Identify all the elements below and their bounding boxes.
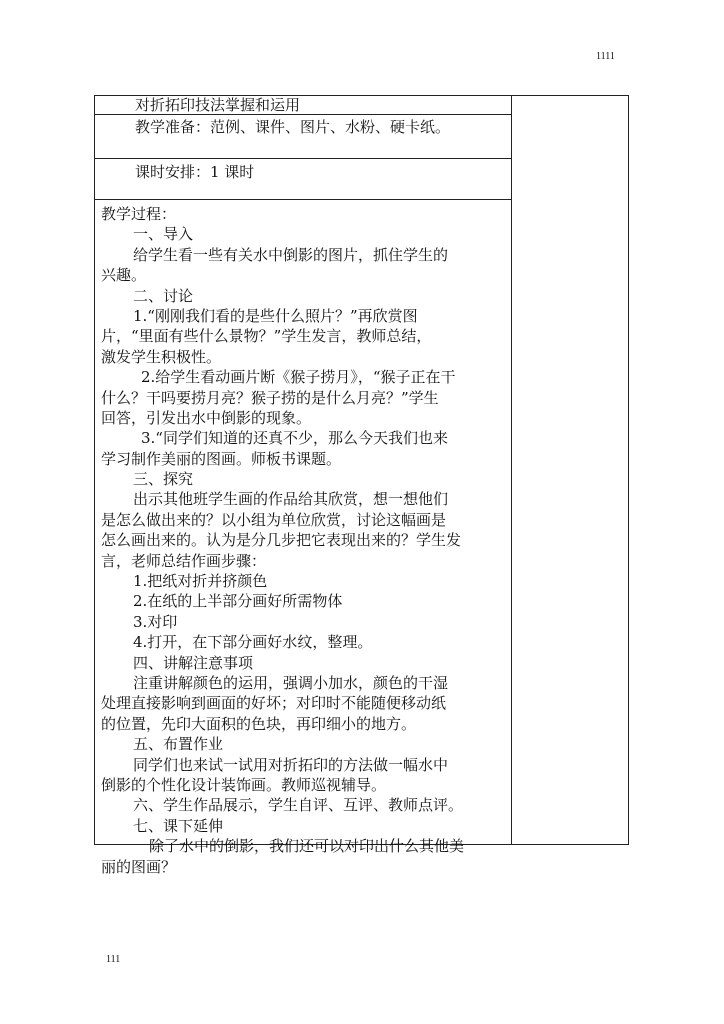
section-heading: 三、探究: [133, 470, 194, 489]
paragraph-line: 注重讲解颜色的运用，强调小加水，颜色的干湿: [133, 673, 449, 692]
paragraph-line: 的位置，先印大面积的色块，再印细小的地方。: [101, 714, 417, 733]
paragraph-line: 回答，引发出水中倒影的现象。: [101, 408, 312, 427]
step-item: 3.对印: [133, 612, 178, 631]
section-heading: 四、讲解注意事项: [133, 653, 254, 672]
paragraph-line: 2.给学生看动画片断《猴子捞月》，“猴子正在干: [141, 368, 456, 387]
section-heading: 七、课下延伸: [133, 816, 224, 835]
paragraph-line: 学习制作美丽的图画。师板书课题。: [101, 449, 342, 468]
section-heading: 五、布置作业: [133, 735, 224, 754]
row-divider: [95, 158, 511, 159]
paragraph-line: 什么？干吗要捞月亮？猴子捞的是什么月亮？”学生: [101, 388, 439, 407]
section-heading: 二、讨论: [133, 286, 194, 305]
step-item: 1.把纸对折并挤颜色: [133, 572, 268, 591]
teaching-process: [101, 204, 509, 877]
paragraph-line: 出示其他班学生画的作品给其欣赏，想一想他们: [133, 490, 449, 509]
paragraph-line: 丽的图画？: [101, 857, 177, 876]
paragraph-line: 处理直接影响到画面的好坏；对印时不能随便移动纸: [101, 694, 447, 713]
step-item: 4.打开，在下部分画好水纹，整理。: [133, 633, 373, 652]
section-heading: 一、导入: [133, 225, 194, 244]
section-heading: 六、学生作品展示，学生自评、互评、教师点评。: [133, 796, 464, 815]
lesson-table: [94, 95, 629, 876]
preparation-text: 教学准备：范例、课件、图片、水粉、硬卡纸。: [135, 118, 451, 136]
paragraph-line: 3.“同学们知道的还真不少，那么今天我们也来: [141, 429, 448, 448]
objective-text: 对折拓印技法掌握和运用: [135, 96, 301, 114]
paragraph-line: 给学生看一些有关水中倒影的图片，抓住学生的: [133, 245, 449, 264]
paragraph-line: 1.“刚刚我们看的是些什么照片？”再欣赏图: [133, 306, 418, 325]
paragraph-line: 激发学生积极性。: [101, 347, 222, 366]
step-item: 2.在纸的上半部分画好所需物体: [133, 592, 343, 611]
paragraph-line: 是怎么做出来的？以小组为单位欣赏，讨论这幅画是: [101, 510, 447, 529]
page-number-top: 1111: [596, 51, 615, 62]
page-number-bottom: 111: [106, 954, 121, 965]
paragraph-line: 倒影的个性化设计装饰画。教师巡视辅导。: [101, 775, 387, 794]
paragraph-line: 除了水中的倒影，我们还可以对印出什么其他美: [149, 837, 465, 856]
row-divider: [95, 199, 511, 200]
paragraph-line: 同学们也来试一试用对折拓印的方法做一幅水中: [133, 755, 449, 774]
paragraph-line: 言，老师总结作画步骤：: [101, 551, 267, 570]
paragraph-line: 兴趣。: [101, 266, 147, 285]
process-heading: 教学过程：: [101, 205, 177, 223]
column-divider: [511, 96, 512, 844]
schedule-text: 课时安排：1 课时: [135, 163, 255, 181]
paragraph-line: 片，“里面有些什么景物？”学生发言，教师总结，: [101, 327, 432, 346]
paragraph-line: 怎么画出来的。认为是分几步把它表现出来的？学生发: [101, 531, 462, 550]
